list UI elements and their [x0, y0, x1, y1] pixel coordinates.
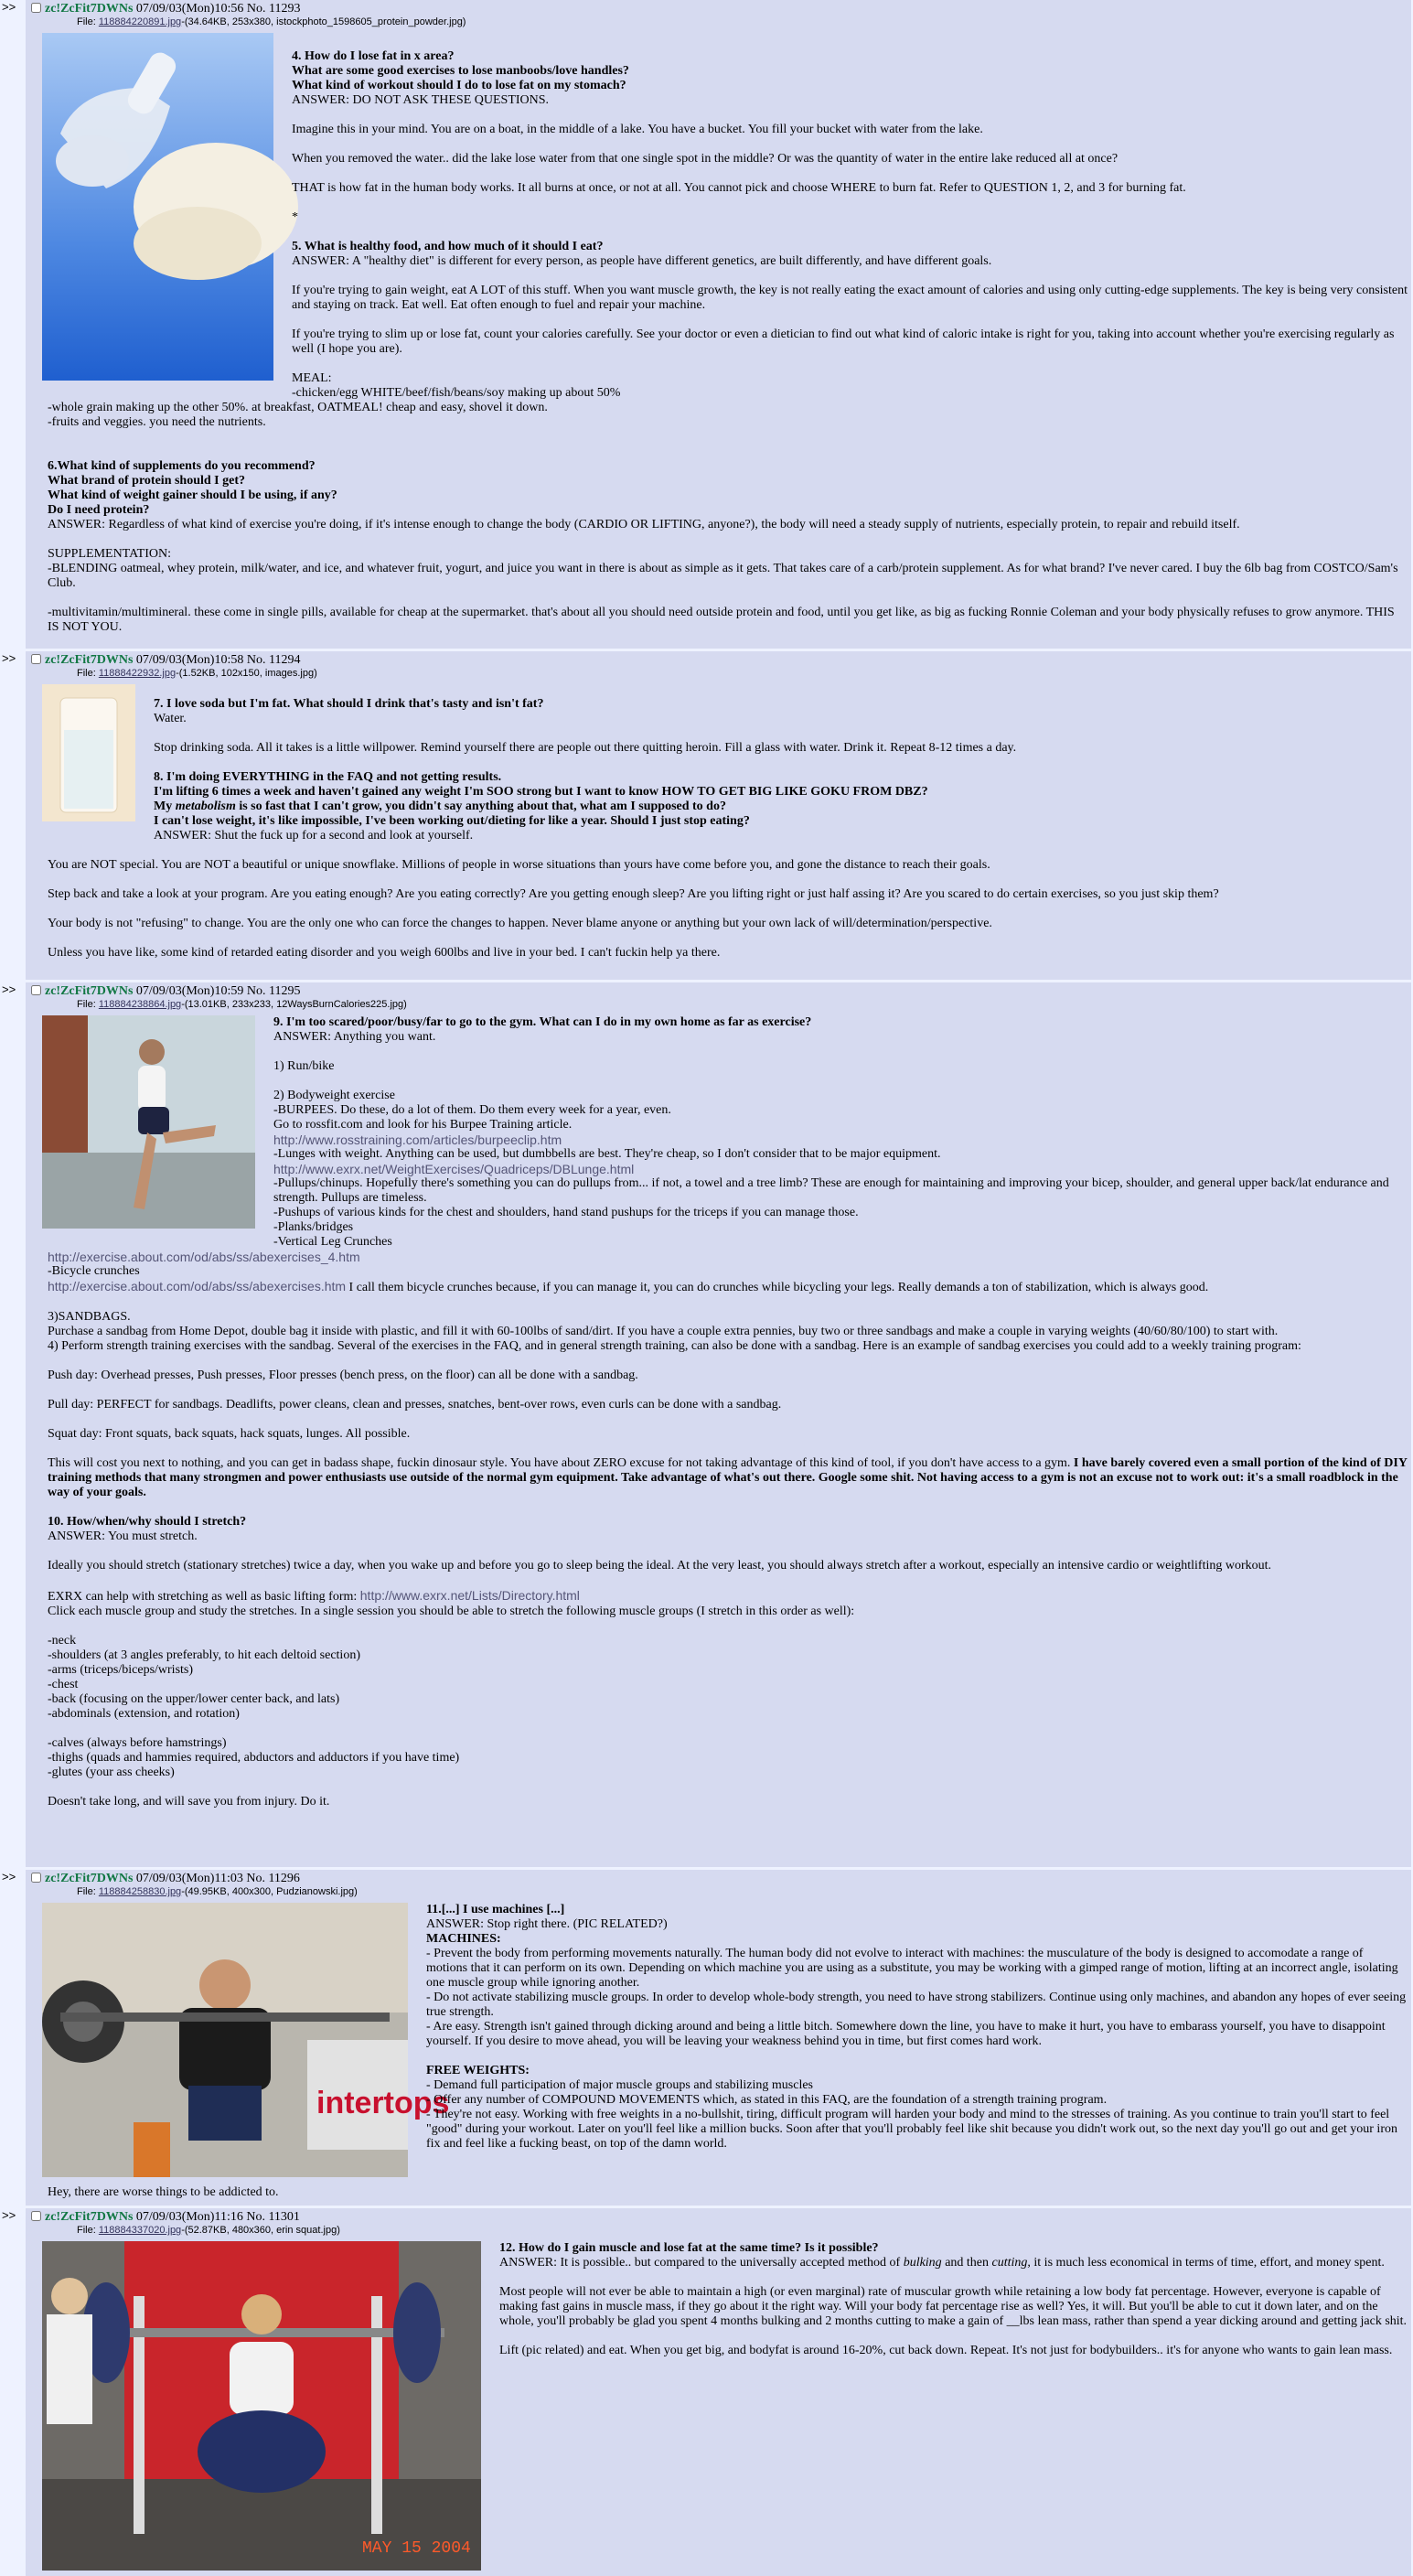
- question-8c: My metabolism is so fast that I can't grow, you didn't say anything about that, what am I supposed to do?: [154, 800, 726, 813]
- post-11295: [0, 982, 1413, 1867]
- text-line: This will cost you next to nothing, and you can get in badass shape, fuckin dinosaur style. You have about ZERO excuse for not taking advantage of this kind of tool, if you don't have access to a gym. I have barely covered even a small portion of the kind of DIY training methods that many strongmen and power enthusiasts use outside of the normal gym equipment. Take advantage of what's out there. Google some shit. Not having access to a gym is not an excuse not to work out: it's a small roadblock in the way of your goals.: [48, 1456, 1408, 1499]
- question-11: 11.[...] I use machines [...]: [426, 1903, 565, 1916]
- text-line: -Vertical Leg Crunches: [273, 1235, 392, 1249]
- text-line: Unless you have like, some kind of retarded eating disorder and you weigh 600lbs and live in your bed. I can't fuckin help ya there.: [48, 946, 721, 960]
- meal-heading: MEAL:: [292, 371, 332, 385]
- text-line: Push day: Overhead presses, Push presses, Floor presses (bench press, on the floor) can all be done with a sandbag.: [48, 1368, 638, 1382]
- question-6c: What kind of weight gainer should I be using, if any?: [48, 488, 337, 502]
- reply-container: [26, 651, 1411, 980]
- answer-10: ANSWER: You must stretch.: [48, 1530, 198, 1543]
- file-info: [29, 999, 1408, 1010]
- meal-item: -whole grain making up the other 50%. at breakfast, OATMEAL! cheap and easy, shovel it down.: [48, 401, 548, 414]
- text-line: 1) Run/bike: [273, 1059, 335, 1073]
- stretch-item: -neck: [48, 1634, 77, 1648]
- text-line: -Bicycle crunches: [48, 1264, 140, 1278]
- stretch-item: -shoulders (at 3 angles preferably, to hit each deltoid section): [48, 1648, 360, 1662]
- text-line: When you removed the water.. did the lake lose water from that one single spot in the middle? Or was the quantity of water in the entire lake reduced all at once?: [292, 152, 1119, 166]
- question-8d: I can't lose weight, it's like impossible, I've been working out/dieting for like a year. Should I just stop eating?: [154, 814, 750, 828]
- question-4b: What are some good exercises to lose manboobs/love handles?: [292, 64, 629, 78]
- free-weights-heading: FREE WEIGHTS:: [426, 2064, 530, 2077]
- text-line: -Pullups/chinups. Hopefully there's something you can do pullups from... if not, a towel and a tree limb? These are enough for maintaining and improving your bicep, shoulder, and general upper back/lat endurance and strength. Pullups are timeless.: [273, 1176, 1389, 1205]
- text-line: If you're trying to gain weight, eat A LOT of this stuff. When you want muscle growth, the key is not really eating the exact amount of calories and using only cutting-edge supplements. The key is being very consistent and staying on track. Eat well. Eat often enough to fuel and repair your machine.: [292, 284, 1408, 312]
- file-label: File:: [77, 999, 96, 1010]
- stretch-item: -thighs (quads and hammies required, abductors and adductors if you have time): [48, 1751, 460, 1765]
- answer-8: ANSWER: Shut the fuck up for a second and look at yourself.: [154, 829, 474, 843]
- answer-12: ANSWER: It is possible.. but compared to the universally accepted method of bulking and then cutting, it is much less economical in terms of time, effort, and money spent.: [499, 2256, 1385, 2270]
- file-label: File:: [77, 668, 96, 679]
- text-line: Click each muscle group and study the stretches. In a single session you should be able to stretch the following muscle groups (I stretch in this order as well):: [48, 1605, 855, 1618]
- text-line: Most people will not ever be able to maintain a high (or even marginal) rate of muscular growth while retaining a low body fat percentage. However, everyone is capable of making fast gains in muscle mass, if they go about it the right way. Will your body fat percentage rise as well? Yes, it will. But you'll be able to cut it down later, and on the whole, you'll probably be glad you spent 4 months bulking and 2 months cutting to make a gain of __lbs lean mass, rather than spend a year dicking around and getting jack shit.: [499, 2285, 1408, 2328]
- bicycle-crunch-line: http://exercise.about.com/od/abs/ss/abexercises.htm I call them bicycle crunches because, if you can manage it, you can do crunches while bicycling your legs. Really demands a ton of stabilization, which is always good.: [48, 1279, 1209, 1294]
- question-6b: What brand of protein should I get?: [48, 474, 246, 488]
- post-number[interactable]: No. 11301: [246, 2210, 300, 2224]
- select-post-checkbox[interactable]: [31, 2211, 41, 2221]
- post-header: [29, 984, 1408, 999]
- post-date: 07/09/03(Mon)11:03: [135, 1872, 243, 1885]
- vertical-crunch-link[interactable]: http://exercise.about.com/od/abs/ss/abexercises_4.htm: [48, 1250, 360, 1264]
- thumbnail-stretching-woman[interactable]: [42, 1015, 255, 1233]
- text-line: 2) Bodyweight exercise: [273, 1089, 395, 1102]
- text-line: Purchase a sandbag from Home Depot, double bag it inside with plastic, and fill it with 60-100lbs of sand/dirt. If you have a couple extra pennies, buy two or three sandbags and make a couple in varying weights (40/60/80/100) to start with.: [48, 1325, 1279, 1338]
- text-line: 3)SANDBAGS.: [48, 1310, 131, 1324]
- file-link[interactable]: 118884258830.jpg: [98, 1886, 182, 1897]
- text-line: Imagine this in your mind. You are on a boat, in the middle of a lake. You have a bucket. You fill your bucket with water from the lake.: [292, 123, 983, 136]
- answer-9: ANSWER: Anything you want.: [273, 1030, 436, 1044]
- select-post-checkbox[interactable]: [31, 1873, 41, 1883]
- select-post-checkbox[interactable]: [31, 985, 41, 995]
- file-link[interactable]: 11888422932.jpg: [98, 668, 177, 679]
- stretch-item: -glutes (your ass cheeks): [48, 1766, 175, 1779]
- thumbnail-squat[interactable]: [42, 2241, 481, 2575]
- text-line: Ideally you should stretch (stationary stretches) twice a day, when you wake up and before you go to sleep being the ideal. At the very least, you should always stretch after a workout, especially an intensive cardio or weightlifting workout.: [48, 1559, 1272, 1572]
- text-line: Stop drinking soda. All it takes is a little willpower. Remind yourself there are people out there quitting heroin. Fill a glass with water. Drink it. Repeat 8-12 times a day.: [154, 741, 1017, 755]
- select-post-checkbox[interactable]: [31, 3, 41, 13]
- reply-arrows: >>: [2, 651, 16, 665]
- answer-11: ANSWER: Stop right there. (PIC RELATED?): [426, 1917, 668, 1931]
- post-header: [29, 2, 1408, 16]
- metabolism-italic: metabolism: [175, 800, 236, 813]
- file-details: -(34.64KB, 253x380, istockphoto_1598605_protein_powder.jpg): [181, 16, 466, 27]
- text-line: You are NOT special. You are NOT a beautiful or unique snowflake. Millions of people in worse situations than yours have come before you, and gone the distance to reach their goals.: [48, 858, 990, 872]
- meal-item: -fruits and veggies. you need the nutrients.: [48, 415, 266, 429]
- question-5: 5. What is healthy food, and how much of it should I eat?: [292, 240, 604, 253]
- thumbnail-protein-powder[interactable]: [42, 33, 273, 385]
- file-info: [29, 16, 1408, 27]
- reply-arrows: >>: [2, 1870, 16, 1884]
- post-date: 07/09/03(Mon)10:56: [135, 2, 244, 16]
- file-info: [29, 2225, 1408, 2236]
- text-line: EXRX can help with stretching as well as basic lifting form: http://www.exrx.net/Lists/Directory.html: [48, 1588, 580, 1604]
- meal-item: -chicken/egg WHITE/beef/fish/beans/soy making up about 50%: [292, 386, 621, 400]
- thumbnail-water-glass[interactable]: [42, 684, 135, 826]
- supplementation-heading: SUPPLEMENTATION:: [48, 547, 171, 561]
- text-line: Your body is not "refusing" to change. You are the only one who can force the changes to happen. Never blame anyone or anything but your own lack of will/determination/perspective.: [48, 917, 992, 930]
- stretch-item: -chest: [48, 1678, 79, 1691]
- bicycle-crunch-link[interactable]: http://exercise.about.com/od/abs/ss/abexercises.htm: [48, 1279, 347, 1293]
- file-label: File:: [77, 1886, 96, 1897]
- stretch-item: -arms (triceps/biceps/wrists): [48, 1663, 194, 1677]
- text-line: *: [292, 210, 298, 224]
- file-details: -(52.87KB, 480x360, erin squat.jpg): [181, 2225, 340, 2236]
- post-11296: [0, 1870, 1413, 2206]
- question-4c: What kind of workout should I do to lose fat on my stomach?: [292, 79, 626, 92]
- question-8: 8. I'm doing EVERYTHING in the FAQ and not getting results.: [154, 770, 502, 784]
- text-line: -Planks/bridges: [273, 1220, 354, 1234]
- text-line: -BLENDING oatmeal, whey protein, milk/water, and ice, and whatever fruit, yogurt, and juice you want in there is about as simple as it gets. That takes care of a carb/protein supplement. As for what brand? I've never cared. I buy the 6lb bag from COSTCO/Sam's Club.: [48, 562, 1398, 590]
- reply-container: [26, 1870, 1411, 2206]
- select-post-checkbox[interactable]: [31, 654, 41, 664]
- file-link[interactable]: 118884238864.jpg: [98, 999, 182, 1010]
- text-line: If you're trying to slim up or lose fat, count your calories carefully. See your doctor or even a dietician to find out what kind of caloric intake is right for you, taking into account whether you're exercising regularly as well (I hope you are).: [292, 327, 1395, 356]
- stretch-item: -calves (always before hamstrings): [48, 1736, 227, 1750]
- text-line: Doesn't take long, and will save you from injury. Do it.: [48, 1795, 330, 1809]
- post-header: [29, 2210, 1408, 2225]
- file-details: -(13.01KB, 233x233, 12WaysBurnCalories225.jpg): [181, 999, 407, 1010]
- text-line: -multivitamin/multimineral. these come in single pills, available for cheap at the supermarket. that's about all you should need outside protein and food, until you get like, as big as fucking Ronnie Coleman and your body physically refuses to grow anymore. THIS IS NOT YOU.: [48, 606, 1395, 634]
- burpee-link[interactable]: http://www.rosstraining.com/articles/burpeeclip.htm: [273, 1132, 562, 1147]
- post-number[interactable]: No. 11295: [246, 984, 301, 998]
- lunge-link[interactable]: http://www.exrx.net/WeightExercises/Quadriceps/DBLunge.html: [273, 1162, 635, 1176]
- file-label: File:: [77, 16, 96, 27]
- answer-6: ANSWER: Regardless of what kind of exercise you're doing, if it's intense enough to change the body (CARDIO OR LIFTING, anyone?), the body will need a steady supply of nutrients, especially protein, to repair and rebuild itself.: [48, 518, 1240, 531]
- text-line: -BURPEES. Do these, do a lot of them. Do them every week for a year, even.: [273, 1103, 671, 1117]
- text-line: - They're not easy. Working with free weights in a no-bullshit, tiring, difficult program will harden your body and mind to the stresses of training. As you continue to train you'll start to feel "good" during your workout. Later on you'll feel like a million bucks. Soon after that you'll probably feel like shit because you didn't work out, so the next day you'll go out and get your iron fix and feel like a fucking beast, on top of the damn world.: [426, 2108, 1397, 2151]
- thumbnail-strongman[interactable]: [42, 1903, 450, 2182]
- question-6d: Do I need protein?: [48, 503, 150, 517]
- post-date: 07/09/03(Mon)10:58: [135, 653, 244, 667]
- text-line: Step back and take a look at your program. Are you eating enough? Are you eating correctly? Are you getting enough sleep? Are you lifting right or just half assing it? Are you scared to do certain exercises, so you just skip them?: [48, 887, 1219, 901]
- reply-container: [26, 0, 1411, 649]
- text-line: THAT is how fat in the human body works. It all burns at once, or not at all. You cannot pick and choose WHERE to burn fat. Refer to QUESTION 1, 2, and 3 for burning fat.: [292, 181, 1186, 195]
- post-number[interactable]: No. 11296: [246, 1872, 300, 1885]
- question-12: 12. How do I gain muscle and lose fat at the same time? Is it possible?: [499, 2241, 879, 2255]
- text-line: 4) Perform strength training exercises with the sandbag. Several of the exercises in the FAQ, and in general strength training, can also be done with a sandbag. Here is an example of sandbag exercises you could add to a weekly training program:: [48, 1339, 1301, 1353]
- file-link[interactable]: 118884220891.jpg: [98, 16, 182, 27]
- poster-name: zc!ZcFit7DWNs: [45, 653, 134, 667]
- text-line: Hey, there are worse things to be addicted to.: [48, 2185, 279, 2199]
- file-label: File:: [77, 2225, 96, 2236]
- poster-name: zc!ZcFit7DWNs: [45, 984, 134, 998]
- post-11293: [0, 0, 1413, 649]
- text-line: - Are easy. Strength isn't gained through dicking around and being a little bitch. Somewhere down the line, you have to make it hurt, you have to embarass yourself, you have to disappoint yourself. If you desire to move ahead, you will be leaving your weakness behind you in time, but first comes hard work.: [426, 2020, 1386, 2048]
- text-line: Go to rossfit.com and look for his Burpee Training article.: [273, 1118, 573, 1132]
- file-info: [29, 668, 1408, 679]
- text-line: - Prevent the body from performing movements naturally. The human body did not evolve to interact with machines: the musculature of the body is designed to accomodate a range of motions that it can perform on its own. Depending on which machine you are using as a substitute, you may be working with a gimped range of motion, lifting at an incorrect angle, isolating one muscle group while ignoring another.: [426, 1947, 1398, 1990]
- file-link[interactable]: 118884337020.jpg: [98, 2225, 182, 2236]
- poster-name: zc!ZcFit7DWNs: [45, 2, 134, 16]
- file-details: -(1.52KB, 102x150, images.jpg): [176, 668, 317, 679]
- reply-arrows: >>: [2, 0, 16, 14]
- question-6: 6.What kind of supplements do you recommend?: [48, 459, 316, 473]
- post-date: 07/09/03(Mon)11:16: [135, 2210, 243, 2224]
- text-line: Squat day: Front squats, back squats, hack squats, lunges. All possible.: [48, 1427, 411, 1441]
- file-info: [29, 1886, 1408, 1897]
- post-header: [29, 653, 1408, 668]
- text-line: -Lunges with weight. Anything can be used, but dumbbells are best. They're cheap, so I don't consider that to be major equipment.: [273, 1147, 941, 1161]
- text-line: - Demand full participation of major muscle groups and stabilizing muscles: [426, 2078, 814, 2092]
- poster-name: zc!ZcFit7DWNs: [45, 1872, 134, 1885]
- question-4: 4. How do I lose fat in x area?: [292, 49, 455, 63]
- question-7: 7. I love soda but I'm fat. What should I drink that's tasty and isn't fat?: [154, 697, 544, 711]
- answer-7: Water.: [154, 712, 187, 725]
- answer-5: ANSWER: A "healthy diet" is different for every person, as people have different genetics, are built differently, and have different goals.: [292, 254, 992, 268]
- text-line: Pull day: PERFECT for sandbags. Deadlifts, power cleans, clean and presses, snatches, bent-over rows, even curls can be done with a sandbag.: [48, 1398, 782, 1411]
- photo-date-stamp: MAY 15 2004: [362, 2539, 471, 2558]
- answer-4: ANSWER: DO NOT ASK THESE QUESTIONS.: [292, 93, 550, 107]
- post-number[interactable]: No. 11294: [246, 653, 301, 667]
- reply-arrows: >>: [2, 982, 16, 996]
- post-header: [29, 1872, 1408, 1886]
- cutting-italic: cutting: [991, 2256, 1028, 2270]
- reply-container: [26, 982, 1411, 1867]
- post-number[interactable]: No. 11293: [246, 2, 301, 16]
- text-line: - Do not activate stabilizing muscle groups. In order to develop whole-body strength, you need to have strong stabilizers. Continue using only machines, and abandon any hopes of ever seeing true strength.: [426, 1991, 1407, 2019]
- question-8b: I'm lifting 6 times a week and haven't gained any weight I'm SOO strong but I want to know HOW TO GET BIG LIKE GOKU FROM DBZ?: [154, 785, 928, 799]
- text-line: Lift (pic related) and eat. When you get big, and bodyfat is around 16-20%, cut back down. Repeat. It's not just for bodybuilders.. it's for anyone who wants to gain lean mass.: [499, 2344, 1393, 2357]
- photo-sponsor-text: intertops: [316, 2086, 450, 2120]
- text-line: - Offer any number of COMPOUND MOVEMENTS which, as stated in this FAQ, are the foundation of a strength training program.: [426, 2093, 1108, 2107]
- bulking-italic: bulking: [903, 2256, 942, 2270]
- reply-arrows: >>: [2, 2208, 16, 2222]
- file-details: -(49.95KB, 400x300, Pudzianowski.jpg): [181, 1886, 358, 1897]
- post-11294: [0, 651, 1413, 980]
- stretch-item: -abdominals (extension, and rotation): [48, 1707, 240, 1721]
- text-line: -Pushups of various kinds for the chest and shoulders, hand stand pushups for the triceps if you can manage those.: [273, 1206, 859, 1219]
- question-9: 9. I'm too scared/poor/busy/far to go to the gym. What can I do in my own home as far as exercise?: [273, 1015, 812, 1029]
- post-body: [29, 679, 1408, 961]
- question-10: 10. How/when/why should I stretch?: [48, 1515, 247, 1529]
- stretch-item: -back (focusing on the upper/lower center back, and lats): [48, 1692, 340, 1706]
- exrx-link[interactable]: http://www.exrx.net/Lists/Directory.html: [359, 1588, 580, 1603]
- post-11301: [0, 2208, 1413, 2574]
- post-date: 07/09/03(Mon)10:59: [135, 984, 244, 998]
- reply-container: [26, 2208, 1411, 2576]
- poster-name: zc!ZcFit7DWNs: [45, 2210, 134, 2224]
- machines-heading: MACHINES:: [426, 1932, 501, 1946]
